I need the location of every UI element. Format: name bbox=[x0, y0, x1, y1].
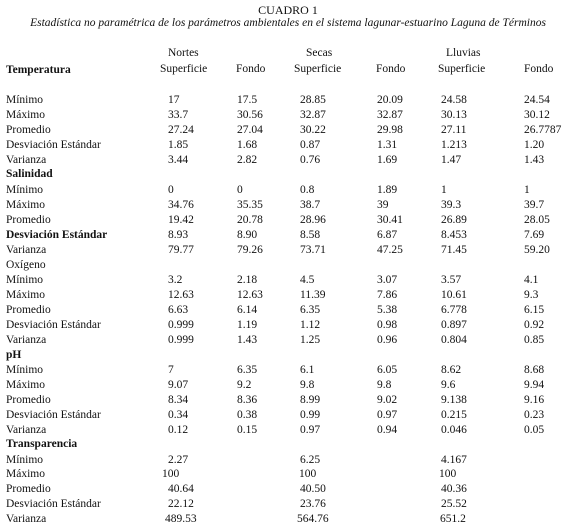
table-cell: 0.8 bbox=[300, 184, 315, 196]
row-label: Varianza bbox=[6, 334, 47, 346]
table-cell: 9.94 bbox=[524, 379, 545, 391]
table-cell: 8.62 bbox=[441, 364, 462, 376]
row-label: Mínimo bbox=[6, 184, 44, 196]
table-cell: 17 bbox=[168, 94, 180, 106]
table-cell: 47.25 bbox=[377, 244, 403, 256]
table-cell: 7 bbox=[168, 364, 174, 376]
table-cell: 0.76 bbox=[300, 154, 321, 166]
table-cell: 0.99 bbox=[300, 409, 321, 421]
table-cell: 6.15 bbox=[524, 304, 545, 316]
table-cell: 26.7787 bbox=[524, 124, 562, 136]
table-cell: 7.69 bbox=[524, 229, 545, 241]
table-cell: 8.34 bbox=[168, 394, 189, 406]
row-label: Promedio bbox=[6, 304, 51, 316]
table-cell: 0 bbox=[168, 184, 174, 196]
table-cell: 1.47 bbox=[441, 154, 462, 166]
row-label: Varianza bbox=[6, 513, 47, 525]
row-label: Temperatura bbox=[6, 64, 71, 76]
table-cell: 100 bbox=[439, 468, 457, 480]
table-cell: 0.15 bbox=[237, 424, 258, 436]
table-cell: 0.897 bbox=[441, 319, 467, 331]
table-cell: 0.34 bbox=[168, 409, 189, 421]
table-cell: 12.63 bbox=[237, 289, 263, 301]
row-label: Máximo bbox=[6, 289, 45, 301]
table-cell: 22.12 bbox=[168, 498, 194, 510]
table-cell: 27.24 bbox=[168, 124, 194, 136]
row-label: Varianza bbox=[6, 424, 47, 436]
table-cell: 1.12 bbox=[300, 319, 321, 331]
table-cell: 0.97 bbox=[377, 409, 398, 421]
season-header-secas: Secas bbox=[306, 47, 333, 59]
table-cell: 8.58 bbox=[300, 229, 321, 241]
table-cell: 4.5 bbox=[300, 274, 315, 286]
row-label: Transparencia bbox=[6, 438, 78, 450]
table-cell: 34.76 bbox=[168, 199, 194, 211]
table-cell: 8.93 bbox=[168, 229, 189, 241]
table-cell: 8.36 bbox=[237, 394, 258, 406]
table-cell: 23.76 bbox=[300, 498, 326, 510]
table-cell: 0.804 bbox=[441, 334, 467, 346]
table-cell: 1 bbox=[524, 184, 530, 196]
row-label: Mínimo bbox=[6, 454, 44, 466]
table-cell: 3.2 bbox=[168, 274, 183, 286]
table-cell: 6.1 bbox=[300, 364, 315, 376]
table-cell: 9.02 bbox=[377, 394, 398, 406]
table-cell: 2.27 bbox=[168, 454, 189, 466]
table-cell: 0.23 bbox=[524, 409, 545, 421]
table-cell: 1.85 bbox=[168, 139, 189, 151]
table-cell: 27.04 bbox=[237, 124, 263, 136]
table-cell: 0.38 bbox=[237, 409, 258, 421]
table-cell: 9.07 bbox=[168, 379, 189, 391]
table-cell: 79.26 bbox=[237, 244, 263, 256]
column-header: Superficie bbox=[160, 63, 208, 75]
table-cell: 25.52 bbox=[441, 498, 467, 510]
column-header: Fondo bbox=[524, 63, 554, 75]
table-cell: 0.87 bbox=[300, 139, 321, 151]
table-cell: 20.78 bbox=[237, 214, 263, 226]
table-cell: 17.5 bbox=[237, 94, 258, 106]
table-cell: 6.14 bbox=[237, 304, 258, 316]
table-cell: 1.20 bbox=[524, 139, 545, 151]
table-cell: 9.8 bbox=[300, 379, 315, 391]
table-cell: 8.453 bbox=[441, 229, 467, 241]
table-cell: 11.39 bbox=[300, 289, 326, 301]
column-header: Fondo bbox=[236, 63, 266, 75]
table-cell: 2.82 bbox=[237, 154, 258, 166]
table-cell: 0.92 bbox=[524, 319, 545, 331]
table-cell: 0.85 bbox=[524, 334, 545, 346]
table-cell: 6.35 bbox=[300, 304, 321, 316]
row-label: Desviación Estándar bbox=[6, 319, 101, 331]
row-label: Máximo bbox=[6, 109, 45, 121]
table-cell: 73.71 bbox=[300, 244, 326, 256]
table-cell: 8.90 bbox=[237, 229, 258, 241]
table-cell: 8.68 bbox=[524, 364, 545, 376]
row-label: Promedio bbox=[6, 124, 51, 136]
table-cell: 7.86 bbox=[377, 289, 398, 301]
table-cell: 100 bbox=[299, 468, 317, 480]
table-cell: 0.98 bbox=[377, 319, 398, 331]
table-cell: 100 bbox=[162, 468, 180, 480]
table-cell: 33.7 bbox=[168, 109, 189, 121]
table-cell: 6.63 bbox=[168, 304, 189, 316]
table-cell: 6.35 bbox=[237, 364, 258, 376]
table-cell: 0.05 bbox=[524, 424, 545, 436]
table-cell: 12.63 bbox=[168, 289, 194, 301]
table-cell: 30.22 bbox=[300, 124, 326, 136]
table-cell: 20.09 bbox=[377, 94, 403, 106]
row-label: Promedio bbox=[6, 483, 51, 495]
table-cell: 0.12 bbox=[168, 424, 189, 436]
row-label: Desviación Estándar bbox=[6, 229, 108, 241]
table-cell: 2.18 bbox=[237, 274, 258, 286]
table-cell: 0.999 bbox=[168, 334, 194, 346]
row-label: Máximo bbox=[6, 468, 45, 480]
table-cell: 651.2 bbox=[440, 513, 466, 525]
table-cell: 1.89 bbox=[377, 184, 398, 196]
season-header-nortes: Nortes bbox=[168, 47, 199, 59]
table-cell: 8.99 bbox=[300, 394, 321, 406]
table-cell: 0.97 bbox=[300, 424, 321, 436]
table-cell: 1.43 bbox=[237, 334, 258, 346]
table-cell: 9.3 bbox=[524, 289, 539, 301]
table-cell: 0.94 bbox=[377, 424, 398, 436]
table-cell: 26.89 bbox=[441, 214, 467, 226]
table-cell: 9.8 bbox=[377, 379, 392, 391]
table-cell: 3.57 bbox=[441, 274, 462, 286]
table-cell: 9.6 bbox=[441, 379, 456, 391]
table-cell: 35.35 bbox=[237, 199, 263, 211]
table-cell: 39.3 bbox=[441, 199, 462, 211]
table-cell: 0.046 bbox=[441, 424, 467, 436]
row-label: Desviación Estándar bbox=[6, 409, 101, 421]
table-cell: 27.11 bbox=[441, 124, 467, 136]
table-cell: 1.43 bbox=[524, 154, 545, 166]
table-cell: 1.69 bbox=[377, 154, 398, 166]
column-header: Superficie bbox=[294, 63, 342, 75]
table-cell: 0.999 bbox=[168, 319, 194, 331]
table-cell: 40.36 bbox=[441, 483, 467, 495]
table-caption-subtitle: Estadística no paramétrica de los parámetros ambientales en el sistema lagunar-estuarino Laguna de Términos bbox=[30, 17, 546, 29]
table-cell: 28.96 bbox=[300, 214, 326, 226]
column-header: Fondo bbox=[376, 63, 406, 75]
table-cell: 0.215 bbox=[441, 409, 467, 421]
table-cell: 38.7 bbox=[300, 199, 321, 211]
table-cell: 0 bbox=[237, 184, 243, 196]
table-cell: 30.13 bbox=[441, 109, 467, 121]
table-cell: 39.7 bbox=[524, 199, 545, 211]
table-cell: 9.2 bbox=[237, 379, 252, 391]
row-label: pH bbox=[6, 349, 22, 361]
table-cell: 30.41 bbox=[377, 214, 403, 226]
table-cell: 19.42 bbox=[168, 214, 194, 226]
table-cell: 28.05 bbox=[524, 214, 550, 226]
row-label: Promedio bbox=[6, 394, 51, 406]
table-cell: 3.44 bbox=[168, 154, 189, 166]
table-cell: 9.16 bbox=[524, 394, 545, 406]
table-cell: 1.68 bbox=[237, 139, 258, 151]
table-cell: 1.25 bbox=[300, 334, 321, 346]
table-cell: 79.77 bbox=[168, 244, 194, 256]
row-label: Oxígeno bbox=[6, 259, 46, 271]
table-cell: 9.138 bbox=[441, 394, 467, 406]
table-cell: 30.56 bbox=[237, 109, 263, 121]
table-cell: 3.07 bbox=[377, 274, 398, 286]
table-cell: 5.38 bbox=[377, 304, 398, 316]
table-cell: 4.1 bbox=[524, 274, 539, 286]
table-cell: 0.96 bbox=[377, 334, 398, 346]
row-label: Promedio bbox=[6, 214, 51, 226]
table-cell: 489.53 bbox=[165, 513, 197, 525]
table-cell: 1.213 bbox=[441, 139, 467, 151]
row-label: Desviación Estándar bbox=[6, 139, 101, 151]
row-label: Desviación Estándar bbox=[6, 498, 101, 510]
table-cell: 1 bbox=[441, 184, 447, 196]
table-cell: 32.87 bbox=[300, 109, 326, 121]
table-cell: 6.25 bbox=[300, 454, 321, 466]
table-caption-title: CUADRO 1 bbox=[258, 3, 318, 17]
table-cell: 6.05 bbox=[377, 364, 398, 376]
table-cell: 1.31 bbox=[377, 139, 398, 151]
table-cell: 39 bbox=[377, 199, 389, 211]
row-label: Varianza bbox=[6, 244, 47, 256]
table-cell: 29.98 bbox=[377, 124, 403, 136]
table-cell: 24.58 bbox=[441, 94, 467, 106]
table-cell: 4.167 bbox=[441, 454, 467, 466]
table-cell: 1.19 bbox=[237, 319, 258, 331]
table-cell: 24.54 bbox=[524, 94, 550, 106]
row-label: Máximo bbox=[6, 199, 45, 211]
table-cell: 6.87 bbox=[377, 229, 398, 241]
season-header-lluvias: Lluvias bbox=[446, 47, 481, 59]
table-cell: 40.64 bbox=[168, 483, 194, 495]
table-cell: 28.85 bbox=[300, 94, 326, 106]
table-cell: 59.20 bbox=[524, 244, 550, 256]
table-cell: 40.50 bbox=[300, 483, 326, 495]
table-cell: 32.87 bbox=[377, 109, 403, 121]
row-label: Salinidad bbox=[6, 168, 53, 180]
row-label: Mínimo bbox=[6, 94, 44, 106]
column-header: Superficie bbox=[438, 63, 486, 75]
row-label: Mínimo bbox=[6, 364, 44, 376]
table-cell: 30.12 bbox=[524, 109, 550, 121]
table-cell: 6.778 bbox=[441, 304, 467, 316]
table-cell: 10.61 bbox=[441, 289, 467, 301]
row-label: Mínimo bbox=[6, 274, 44, 286]
row-label: Máximo bbox=[6, 379, 45, 391]
table-cell: 564.76 bbox=[297, 513, 329, 525]
row-label: Varianza bbox=[6, 154, 47, 166]
table-cell: 71.45 bbox=[441, 244, 467, 256]
